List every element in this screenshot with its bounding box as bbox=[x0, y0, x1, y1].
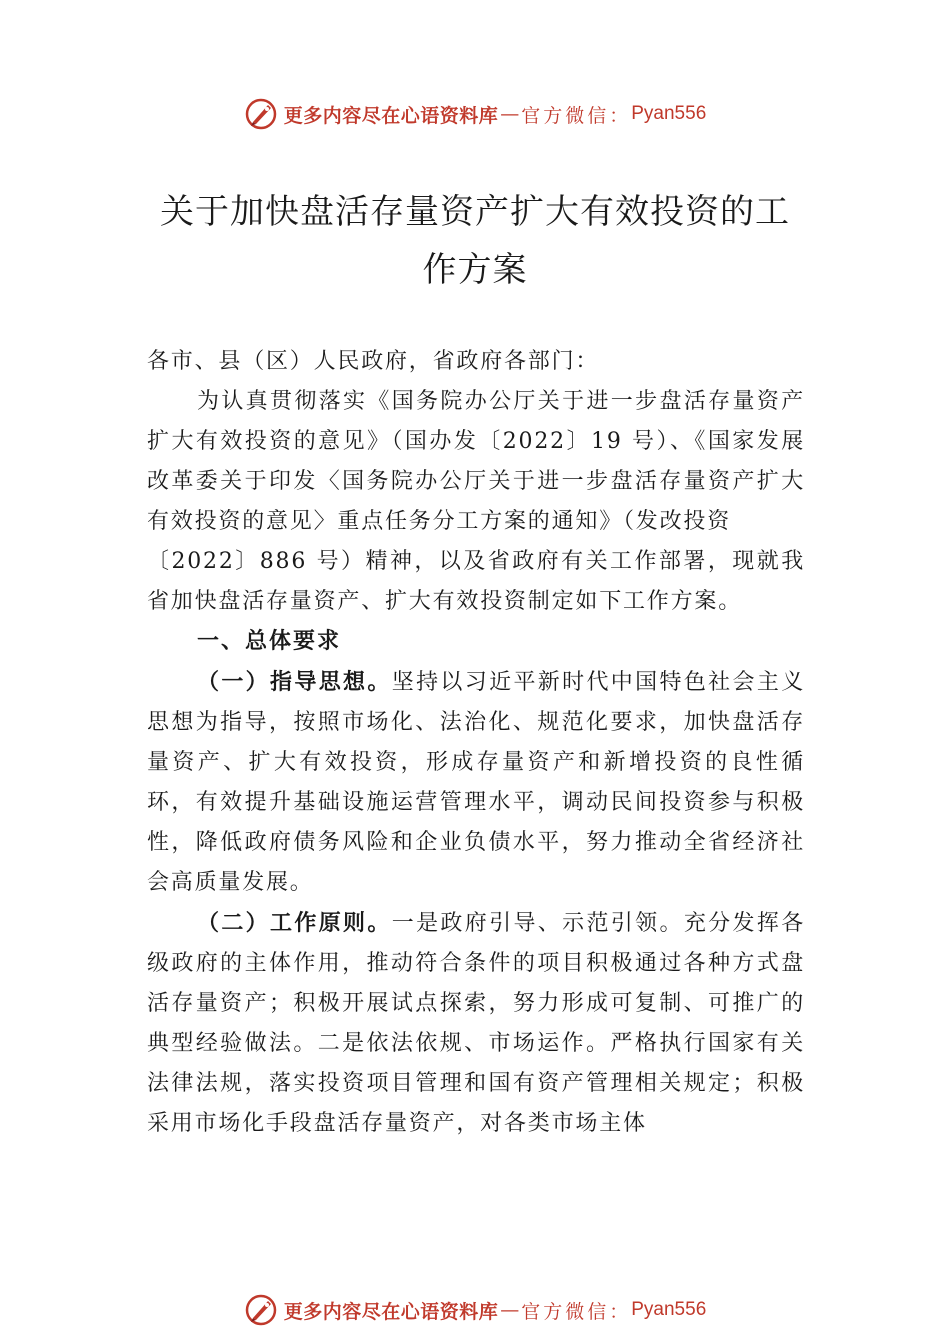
paragraph-lead-guiding-ideology: （一）指导思想。 bbox=[197, 669, 392, 695]
title-line-2: 作方案 bbox=[422, 250, 528, 290]
watermark-wechat-id: Pyan556 bbox=[631, 1299, 707, 1320]
paragraph-work-principles bbox=[147, 903, 805, 1144]
watermark-dash: — bbox=[500, 1299, 520, 1321]
intro-paragraph-continued: 〔2022〕886 号）精神，以及省政府有关工作部署，现就我省加快盘活存量资产、扩大有效投资制定如下工作方案。 bbox=[147, 549, 805, 614]
paragraph-body-guiding-ideology: 坚持以习近平新时代中国特色社会主义思想为指导，按照市场化、法治化、规范化要求，加快盘活存量资产、扩大有效投资，形成存量资产和新增投资的良性循环，有效提升基础设施运营管理水平，调动民间投资参与积极性，降低政府债务风险和企业负债水平，努力推动全省经济社会高质量发展。 bbox=[147, 670, 805, 895]
watermark-dash: — bbox=[500, 103, 520, 125]
quill-pen-logo-icon bbox=[244, 1293, 278, 1327]
title-line-1: 关于加快盘活存量资产扩大有效投资的工 bbox=[160, 192, 790, 232]
paragraph-lead-work-principles: （二）工作原则。 bbox=[197, 910, 392, 936]
watermark-wechat-id: Pyan556 bbox=[631, 103, 707, 124]
watermark-label: 官方微信： bbox=[521, 1300, 632, 1323]
paragraph-body-work-principles: 一是政府引导、示范引领。充分发挥各级政府的主体作用，推动符合条件的项目积极通过各种方式盘活存量资产；积极开展试点探索，努力形成可复制、可推广的典型经验做法。二是依法依规、市场运作。严格执行国家有关法律法规，落实投资项目管理和国有资产管理相关规定；积极采用市场化手段盘活存量资产，对各类市场主体 bbox=[147, 911, 805, 1136]
paragraph-guiding-ideology bbox=[147, 662, 805, 903]
document-title bbox=[145, 183, 805, 299]
watermark-brand: 更多内容尽在心语资料库 bbox=[283, 104, 499, 127]
document-body bbox=[147, 342, 805, 1144]
section-heading-1: 一、总体要求 bbox=[197, 629, 342, 654]
quill-pen-logo-icon bbox=[244, 97, 278, 131]
watermark-brand: 更多内容尽在心语资料库 bbox=[283, 1300, 499, 1323]
intro-paragraph: 为认真贯彻落实《国务院办公厅关于进一步盘活存量资产扩大有效投资的意见》（国办发〔2022〕19 号）、《国家发展改革委关于印发〈国务院办公厅关于进一步盘活存量资产扩大有效投资的意见〉重点任务分工方案的通知》（发改投资 bbox=[147, 389, 805, 534]
salutation: 各市、县（区）人民政府，省政府各部门： bbox=[147, 349, 600, 374]
watermark-header bbox=[0, 94, 950, 134]
watermark-label: 官方微信： bbox=[521, 104, 632, 127]
watermark-footer bbox=[0, 1290, 950, 1330]
